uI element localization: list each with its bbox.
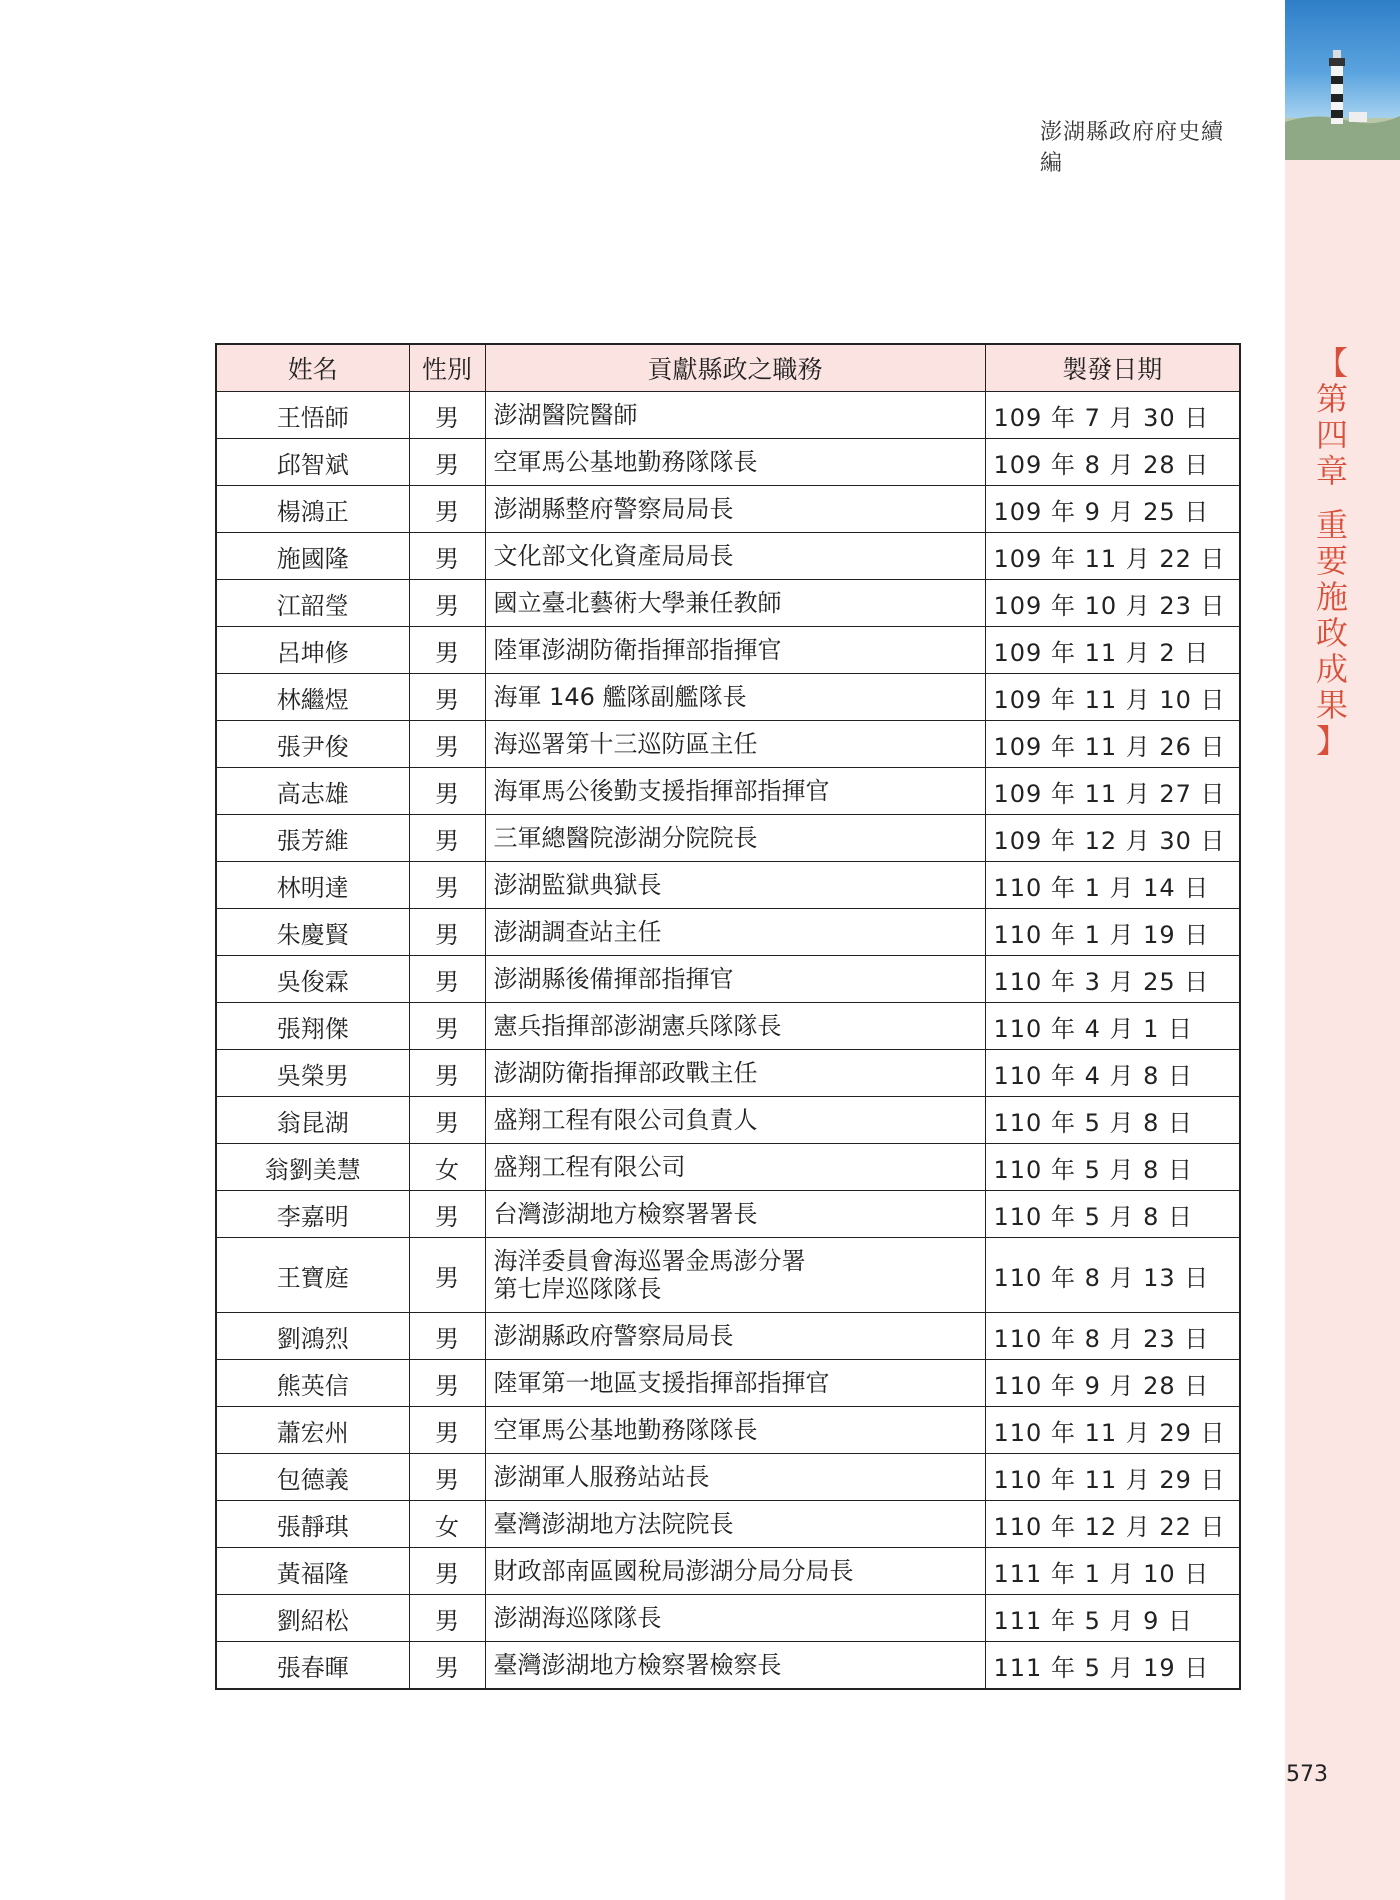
header-name: 姓名 xyxy=(216,344,409,392)
table-row xyxy=(216,1454,1240,1501)
table-row xyxy=(216,909,1240,956)
table-row xyxy=(216,486,1240,533)
duty-cell: 國立臺北藝術大學兼任教師 xyxy=(485,580,985,627)
duty-cell: 空軍馬公基地勤務隊隊長 xyxy=(485,1407,985,1454)
gender-cell: 男 xyxy=(409,909,485,956)
table-row xyxy=(216,392,1240,439)
gender-cell: 男 xyxy=(409,439,485,486)
date-cell: 110 年 5 月 8 日 xyxy=(985,1097,1240,1144)
gender-cell: 男 xyxy=(409,1238,485,1313)
side-band xyxy=(1285,0,1400,1900)
header-duty: 貢獻縣政之職務 xyxy=(485,344,985,392)
date-cell: 109 年 11 月 22 日 xyxy=(985,533,1240,580)
date-cell: 111 年 5 月 9 日 xyxy=(985,1595,1240,1642)
gender-cell: 男 xyxy=(409,1548,485,1595)
gender-cell: 男 xyxy=(409,580,485,627)
date-cell: 110 年 1 月 19 日 xyxy=(985,909,1240,956)
name-cell: 熊英信 xyxy=(216,1360,409,1407)
name-cell: 林繼煜 xyxy=(216,674,409,721)
name-cell: 楊鴻正 xyxy=(216,486,409,533)
name-cell: 呂坤修 xyxy=(216,627,409,674)
table-row xyxy=(216,956,1240,1003)
gender-cell: 男 xyxy=(409,815,485,862)
name-cell: 張芳維 xyxy=(216,815,409,862)
duty-cell: 憲兵指揮部澎湖憲兵隊隊長 xyxy=(485,1003,985,1050)
duty-cell: 台灣澎湖地方檢察署署長 xyxy=(485,1191,985,1238)
date-cell: 109 年 11 月 27 日 xyxy=(985,768,1240,815)
gender-cell: 男 xyxy=(409,533,485,580)
duty-cell xyxy=(485,1238,985,1313)
table-row xyxy=(216,1360,1240,1407)
duty-cell: 臺灣澎湖地方法院院長 xyxy=(485,1501,985,1548)
table-row xyxy=(216,862,1240,909)
name-cell: 王寶庭 xyxy=(216,1238,409,1313)
gender-cell: 男 xyxy=(409,1050,485,1097)
gender-cell: 男 xyxy=(409,1595,485,1642)
table-row xyxy=(216,1144,1240,1191)
table-row xyxy=(216,1501,1240,1548)
duty-cell: 澎湖軍人服務站站長 xyxy=(485,1454,985,1501)
gender-cell: 男 xyxy=(409,721,485,768)
duty-cell: 澎湖防衛指揮部政戰主任 xyxy=(485,1050,985,1097)
date-cell: 110 年 12 月 22 日 xyxy=(985,1501,1240,1548)
lighthouse-photo xyxy=(1285,0,1400,160)
date-cell: 109 年 12 月 30 日 xyxy=(985,815,1240,862)
duty-cell: 澎湖海巡隊隊長 xyxy=(485,1595,985,1642)
name-cell: 高志雄 xyxy=(216,768,409,815)
duty-cell: 澎湖縣政府警察局局長 xyxy=(485,1313,985,1360)
duty-cell: 澎湖調查站主任 xyxy=(485,909,985,956)
duty-cell: 陸軍第一地區支援指揮部指揮官 xyxy=(485,1360,985,1407)
name-cell: 蕭宏州 xyxy=(216,1407,409,1454)
table-row xyxy=(216,1191,1240,1238)
duty-cell: 海軍 146 艦隊副艦隊長 xyxy=(485,674,985,721)
table-row xyxy=(216,768,1240,815)
gender-cell: 男 xyxy=(409,862,485,909)
name-cell: 江韶瑩 xyxy=(216,580,409,627)
honor-table xyxy=(215,343,1241,1690)
gender-cell: 男 xyxy=(409,1003,485,1050)
name-cell: 張靜琪 xyxy=(216,1501,409,1548)
date-cell: 109 年 11 月 10 日 xyxy=(985,674,1240,721)
gender-cell: 男 xyxy=(409,1407,485,1454)
gender-cell: 男 xyxy=(409,392,485,439)
chapter-char: 重 xyxy=(1315,506,1348,544)
chapter-char: 政 xyxy=(1315,614,1348,652)
table-row xyxy=(216,1313,1240,1360)
name-cell: 張春暉 xyxy=(216,1642,409,1690)
gender-cell: 男 xyxy=(409,1360,485,1407)
name-cell: 李嘉明 xyxy=(216,1191,409,1238)
name-cell: 劉鴻烈 xyxy=(216,1313,409,1360)
date-cell: 110 年 4 月 1 日 xyxy=(985,1003,1240,1050)
date-cell: 111 年 5 月 19 日 xyxy=(985,1642,1240,1690)
name-cell: 邱智斌 xyxy=(216,439,409,486)
date-cell: 111 年 1 月 10 日 xyxy=(985,1548,1240,1595)
duty-cell: 海巡署第十三巡防區主任 xyxy=(485,721,985,768)
duty-cell: 盛翔工程有限公司 xyxy=(485,1144,985,1191)
duty-cell: 澎湖醫院醫師 xyxy=(485,392,985,439)
name-cell: 劉紹松 xyxy=(216,1595,409,1642)
chapter-char: 施 xyxy=(1315,578,1348,616)
duty-cell: 三軍總醫院澎湖分院院長 xyxy=(485,815,985,862)
date-cell: 109 年 10 月 23 日 xyxy=(985,580,1240,627)
duty-cell: 空軍馬公基地勤務隊隊長 xyxy=(485,439,985,486)
table-row xyxy=(216,1548,1240,1595)
chapter-char xyxy=(1310,489,1354,507)
date-cell: 110 年 8 月 13 日 xyxy=(985,1238,1240,1313)
date-cell: 110 年 3 月 25 日 xyxy=(985,956,1240,1003)
date-cell: 109 年 8 月 28 日 xyxy=(985,439,1240,486)
table-header-row xyxy=(216,344,1240,392)
chapter-char: 第 xyxy=(1315,380,1348,418)
gender-cell: 女 xyxy=(409,1144,485,1191)
date-cell: 109 年 11 月 2 日 xyxy=(985,627,1240,674)
duty-cell: 盛翔工程有限公司負責人 xyxy=(485,1097,985,1144)
duty-cell: 文化部文化資產局局長 xyxy=(485,533,985,580)
gender-cell: 男 xyxy=(409,768,485,815)
date-cell: 109 年 9 月 25 日 xyxy=(985,486,1240,533)
duty-line: 海洋委員會海巡署金馬澎分署 xyxy=(493,1247,806,1275)
name-cell: 朱慶賢 xyxy=(216,909,409,956)
name-cell: 張尹俊 xyxy=(216,721,409,768)
page-number: 573 xyxy=(1286,1762,1328,1787)
duty-cell: 財政部南區國稅局澎湖分局分局長 xyxy=(485,1548,985,1595)
table-row xyxy=(216,721,1240,768)
date-cell: 109 年 7 月 30 日 xyxy=(985,392,1240,439)
gender-cell: 男 xyxy=(409,1313,485,1360)
date-cell: 110 年 11 月 29 日 xyxy=(985,1454,1240,1501)
table-row xyxy=(216,1642,1240,1690)
chapter-char: 章 xyxy=(1315,452,1348,490)
gender-cell: 男 xyxy=(409,674,485,721)
date-cell: 110 年 8 月 23 日 xyxy=(985,1313,1240,1360)
table-row xyxy=(216,627,1240,674)
table-row xyxy=(216,1238,1240,1313)
name-cell: 翁昆湖 xyxy=(216,1097,409,1144)
header-date: 製發日期 xyxy=(985,344,1240,392)
chapter-char: 要 xyxy=(1315,542,1348,580)
table-row xyxy=(216,1407,1240,1454)
table-row xyxy=(216,1003,1240,1050)
gender-cell: 男 xyxy=(409,1097,485,1144)
table-row xyxy=(216,1595,1240,1642)
duty-cell: 陸軍澎湖防衛指揮部指揮官 xyxy=(485,627,985,674)
book-title: 澎湖縣政府府史續編 xyxy=(1040,120,1225,176)
name-cell: 張翔傑 xyxy=(216,1003,409,1050)
chapter-char: 四 xyxy=(1315,416,1348,454)
name-cell: 吳榮男 xyxy=(216,1050,409,1097)
table-row xyxy=(216,815,1240,862)
duty-cell: 澎湖縣整府警察局局長 xyxy=(485,486,985,533)
duty-cell: 海軍馬公後勤支援指揮部指揮官 xyxy=(485,768,985,815)
chapter-char: 果 xyxy=(1315,686,1348,724)
name-cell: 黃福隆 xyxy=(216,1548,409,1595)
gender-cell: 男 xyxy=(409,486,485,533)
chapter-label xyxy=(1310,345,1354,759)
gender-cell: 男 xyxy=(409,627,485,674)
duty-line: 第七岸巡隊隊長 xyxy=(493,1275,662,1303)
gender-cell: 男 xyxy=(409,1642,485,1690)
duty-cell: 臺灣澎湖地方檢察署檢察長 xyxy=(485,1642,985,1690)
table-row xyxy=(216,580,1240,627)
name-cell: 林明達 xyxy=(216,862,409,909)
chapter-char: 成 xyxy=(1315,650,1348,688)
date-cell: 110 年 5 月 8 日 xyxy=(985,1191,1240,1238)
table-row xyxy=(216,1050,1240,1097)
table-row xyxy=(216,533,1240,580)
date-cell: 109 年 11 月 26 日 xyxy=(985,721,1240,768)
name-cell: 吳俊霖 xyxy=(216,956,409,1003)
gender-cell: 男 xyxy=(409,1191,485,1238)
date-cell: 110 年 5 月 8 日 xyxy=(985,1144,1240,1191)
chapter-char: 【 xyxy=(1315,344,1348,382)
gender-cell: 男 xyxy=(409,956,485,1003)
gender-cell: 男 xyxy=(409,1454,485,1501)
table-row xyxy=(216,439,1240,486)
name-cell: 施國隆 xyxy=(216,533,409,580)
duty-cell: 澎湖監獄典獄長 xyxy=(485,862,985,909)
date-cell: 110 年 9 月 28 日 xyxy=(985,1360,1240,1407)
date-cell: 110 年 11 月 29 日 xyxy=(985,1407,1240,1454)
name-cell: 包德義 xyxy=(216,1454,409,1501)
name-cell: 翁劉美慧 xyxy=(216,1144,409,1191)
chapter-char: 】 xyxy=(1315,722,1348,760)
header-gender: 性別 xyxy=(409,344,485,392)
table-row xyxy=(216,1097,1240,1144)
date-cell: 110 年 4 月 8 日 xyxy=(985,1050,1240,1097)
table-row xyxy=(216,674,1240,721)
duty-cell: 澎湖縣後備揮部指揮官 xyxy=(485,956,985,1003)
name-cell: 王悟師 xyxy=(216,392,409,439)
date-cell: 110 年 1 月 14 日 xyxy=(985,862,1240,909)
gender-cell: 女 xyxy=(409,1501,485,1548)
